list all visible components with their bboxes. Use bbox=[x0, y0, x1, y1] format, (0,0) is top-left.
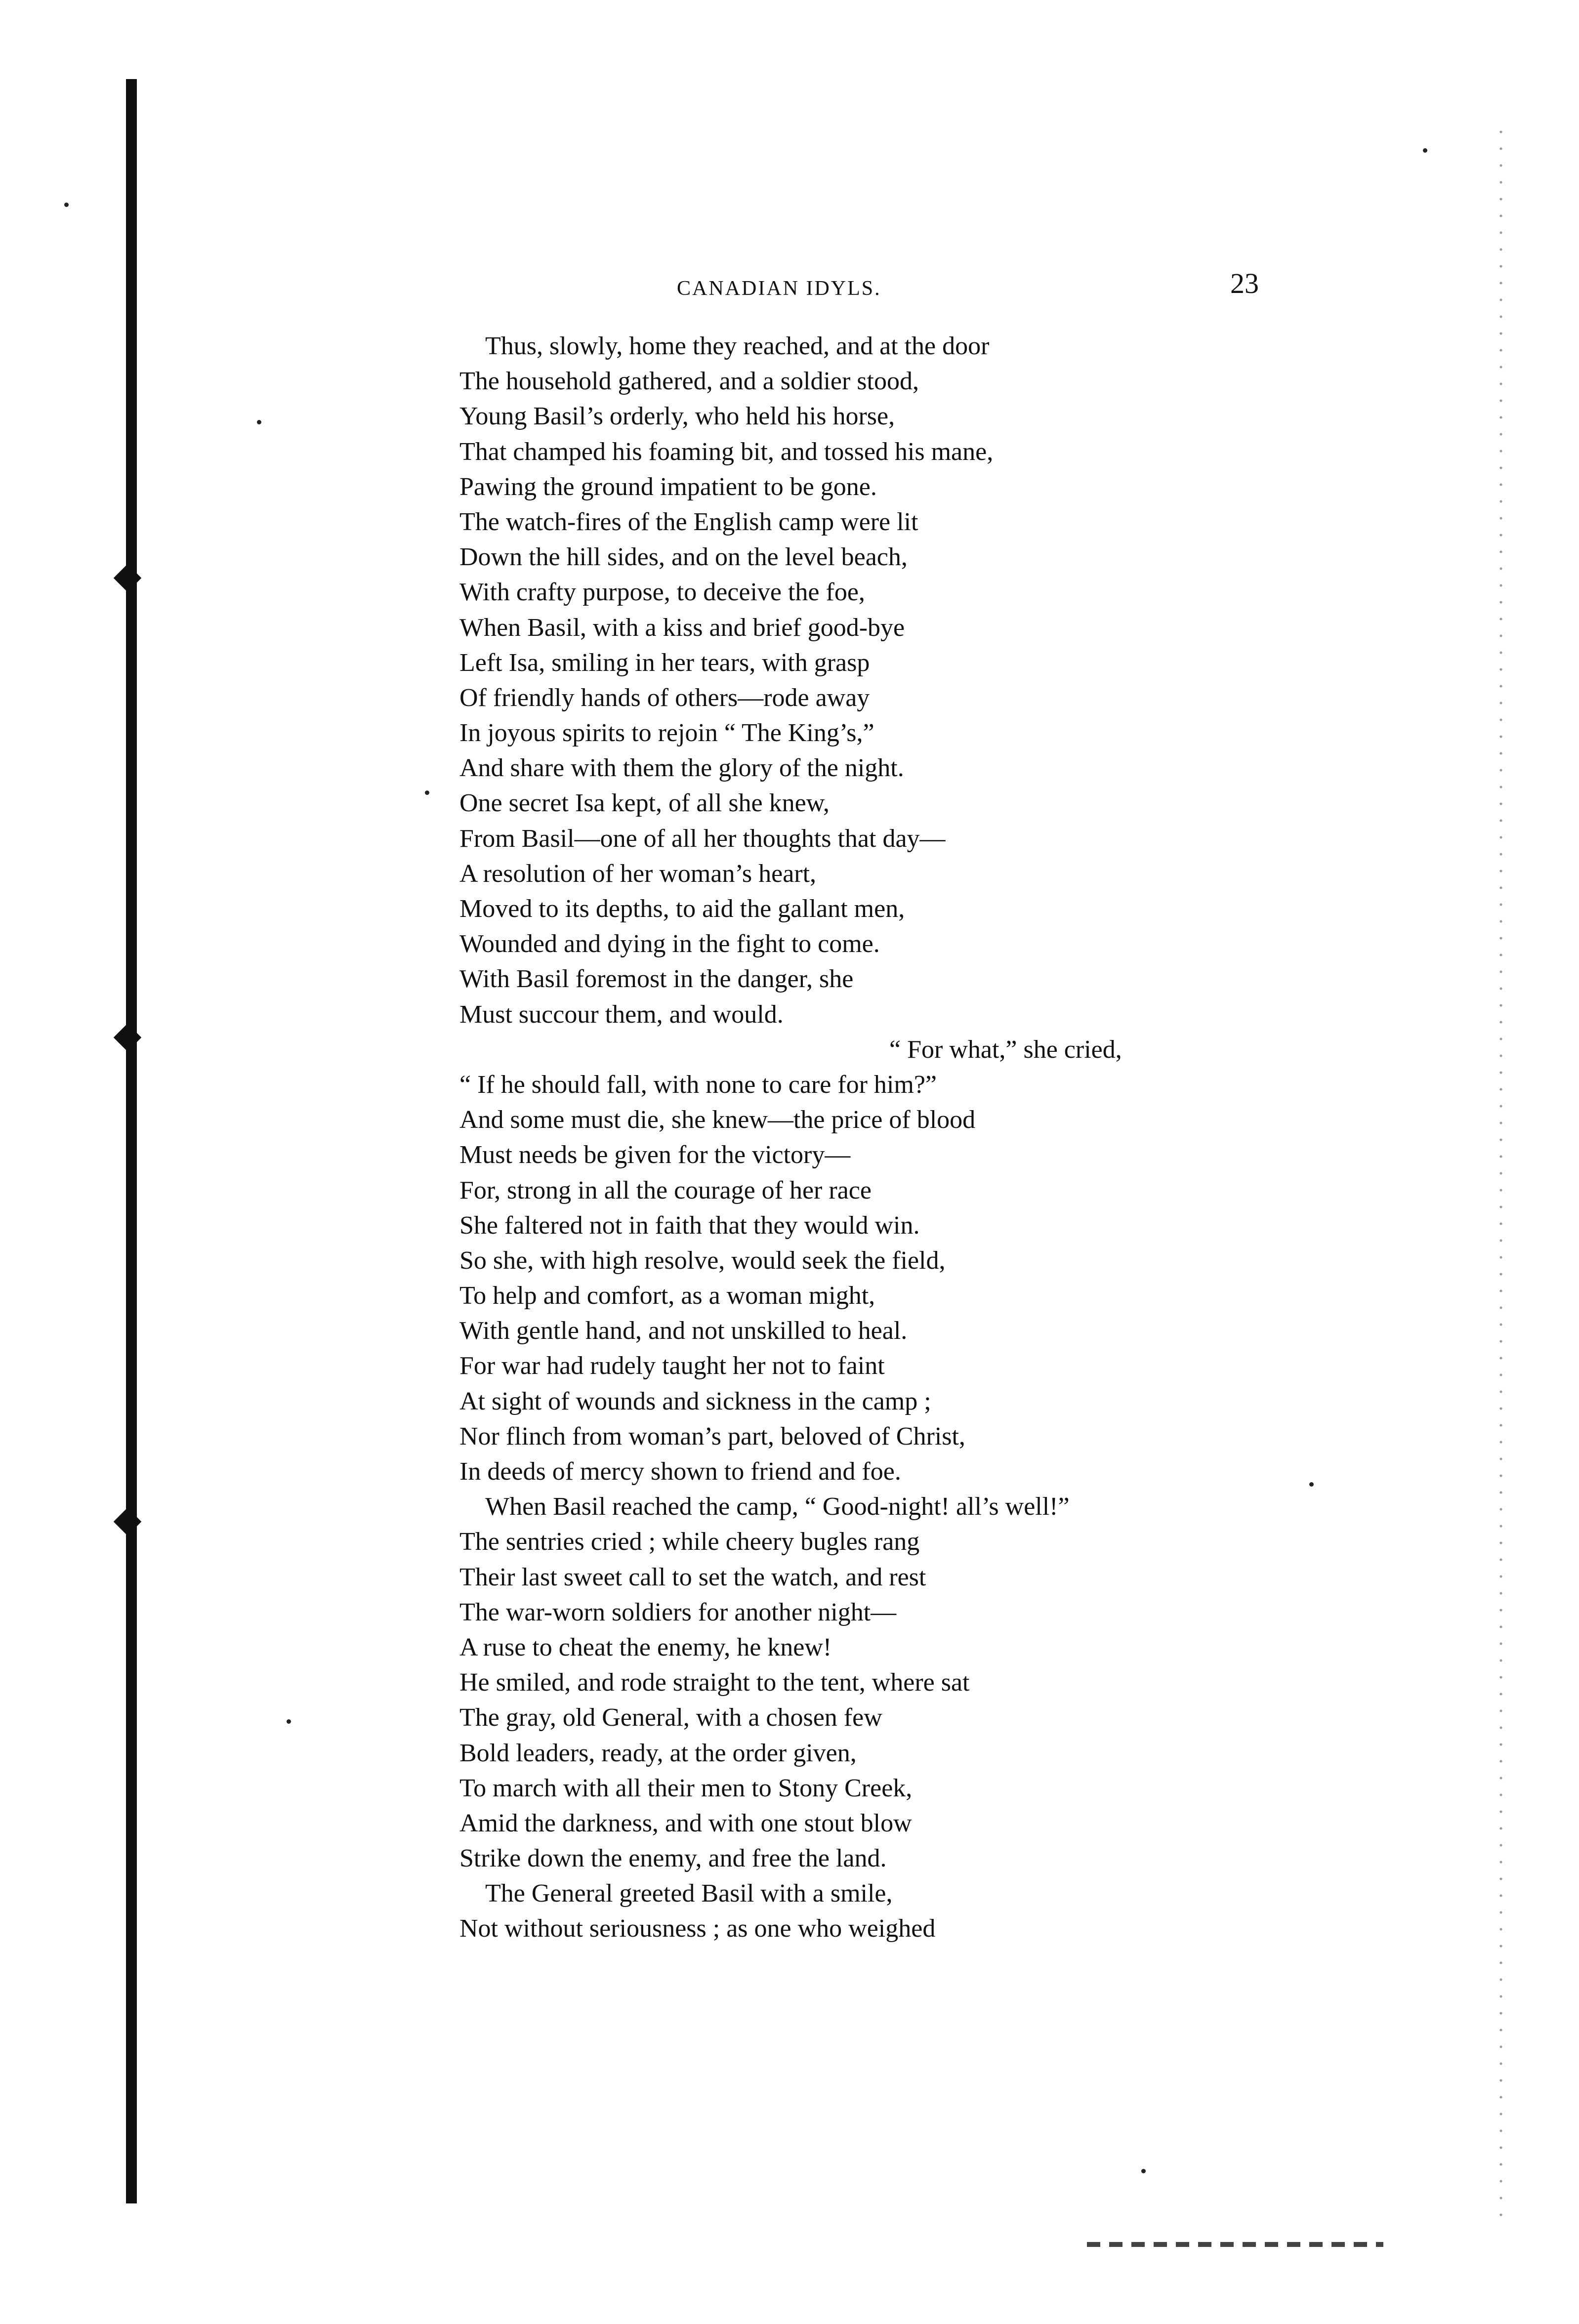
speck bbox=[64, 203, 69, 207]
speck bbox=[425, 790, 429, 795]
poem-line: That champed his foaming bit, and tossed his mane, bbox=[459, 437, 994, 466]
binding-edge bbox=[126, 79, 137, 2203]
speck bbox=[1423, 148, 1427, 153]
poem-line: With crafty purpose, to deceive the foe, bbox=[459, 578, 865, 607]
poem-line: In joyous spirits to rejoin “ The King’s,” bbox=[459, 719, 874, 747]
poem-line: The General greeted Basil with a smile, bbox=[485, 1879, 893, 1908]
poem-line: Must succour them, and would. bbox=[459, 1000, 784, 1029]
poem-line: Left Isa, smiling in her tears, with grasp bbox=[459, 648, 870, 677]
poem-line: The household gathered, and a soldier stood, bbox=[459, 367, 919, 396]
poem-line: From Basil—one of all her thoughts that day— bbox=[459, 824, 946, 853]
poem-line: Young Basil’s orderly, who held his horse, bbox=[459, 402, 895, 431]
poem-line: For, strong in all the courage of her race bbox=[459, 1176, 872, 1204]
binding-mark bbox=[114, 1024, 142, 1052]
poem-line: At sight of wounds and sickness in the camp ; bbox=[459, 1387, 931, 1415]
poem-line: A resolution of her woman’s heart, bbox=[459, 859, 817, 888]
speck bbox=[1141, 2169, 1146, 2173]
poem-line: He smiled, and rode straight to the tent, where sat bbox=[459, 1668, 970, 1697]
poem-line: Their last sweet call to set the watch, and rest bbox=[459, 1563, 926, 1591]
poem-line: Of friendly hands of others—rode away bbox=[459, 683, 870, 712]
poem-line: One secret Isa kept, of all she knew, bbox=[459, 789, 830, 818]
poem-line: The war-worn soldiers for another night— bbox=[459, 1598, 897, 1626]
poem-line: Not without seriousness ; as one who weighed bbox=[459, 1914, 936, 1943]
poem-line: In deeds of mercy shown to friend and foe. bbox=[459, 1457, 901, 1486]
page-edge-speckles bbox=[1497, 124, 1505, 2223]
poem-line: And some must die, she knew—the price of blood bbox=[459, 1106, 976, 1134]
poem-line: Nor flinch from woman’s part, beloved of Christ, bbox=[459, 1422, 965, 1451]
poem-line: The sentries cried ; while cheery bugles rang bbox=[459, 1528, 920, 1556]
poem-line: Wounded and dying in the fight to come. bbox=[459, 930, 880, 958]
poem-line: Pawing the ground impatient to be gone. bbox=[459, 472, 877, 501]
poem-line: To march with all their men to Stony Creek, bbox=[459, 1774, 913, 1802]
poem-line: When Basil, with a kiss and brief good-bye bbox=[459, 613, 905, 642]
poem-line: The watch-fires of the English camp were lit bbox=[459, 507, 918, 536]
poem-line: Thus, slowly, home they reached, and at the door bbox=[485, 332, 990, 360]
poem-line: A ruse to cheat the enemy, he knew! bbox=[459, 1633, 832, 1661]
poem-line: With gentle hand, and not unskilled to heal. bbox=[459, 1317, 908, 1345]
poem-line: The gray, old General, with a chosen few bbox=[459, 1703, 882, 1732]
poem-line: She faltered not in faith that they would win. bbox=[459, 1211, 920, 1240]
poem-line: To help and comfort, as a woman might, bbox=[459, 1282, 875, 1310]
binding-mark bbox=[114, 564, 142, 592]
poem-line: Down the hill sides, and on the level beach, bbox=[459, 543, 908, 572]
running-head: CANADIAN IDYLS. bbox=[677, 277, 881, 300]
poem-line: When Basil reached the camp, “ Good-night! all’s well!” bbox=[485, 1493, 1070, 1521]
binding-mark bbox=[114, 1508, 142, 1536]
poem-line: Moved to its depths, to aid the gallant men, bbox=[459, 895, 905, 923]
poem-line: “ If he should fall, with none to care for him?” bbox=[459, 1070, 937, 1099]
poem-line: With Basil foremost in the danger, she bbox=[459, 965, 854, 994]
poem-text bbox=[459, 329, 1398, 1947]
poem-line: So she, with high resolve, would seek the field, bbox=[459, 1246, 946, 1275]
page-number: 23 bbox=[1230, 267, 1259, 299]
poem-line: For war had rudely taught her not to faint bbox=[459, 1352, 885, 1380]
bottom-edge-marks bbox=[1087, 2242, 1383, 2247]
poem-line: Must needs be given for the victory— bbox=[459, 1141, 851, 1169]
poem-line: Amid the darkness, and with one stout blow bbox=[459, 1809, 912, 1837]
poem-line: And share with them the glory of the night. bbox=[459, 754, 904, 783]
poem-line: “ For what,” she cried, bbox=[889, 1035, 1122, 1064]
poem-line: Bold leaders, ready, at the order given, bbox=[459, 1739, 857, 1767]
speck bbox=[257, 420, 261, 424]
speck bbox=[287, 1719, 291, 1724]
poem-line: Strike down the enemy, and free the land. bbox=[459, 1844, 887, 1873]
